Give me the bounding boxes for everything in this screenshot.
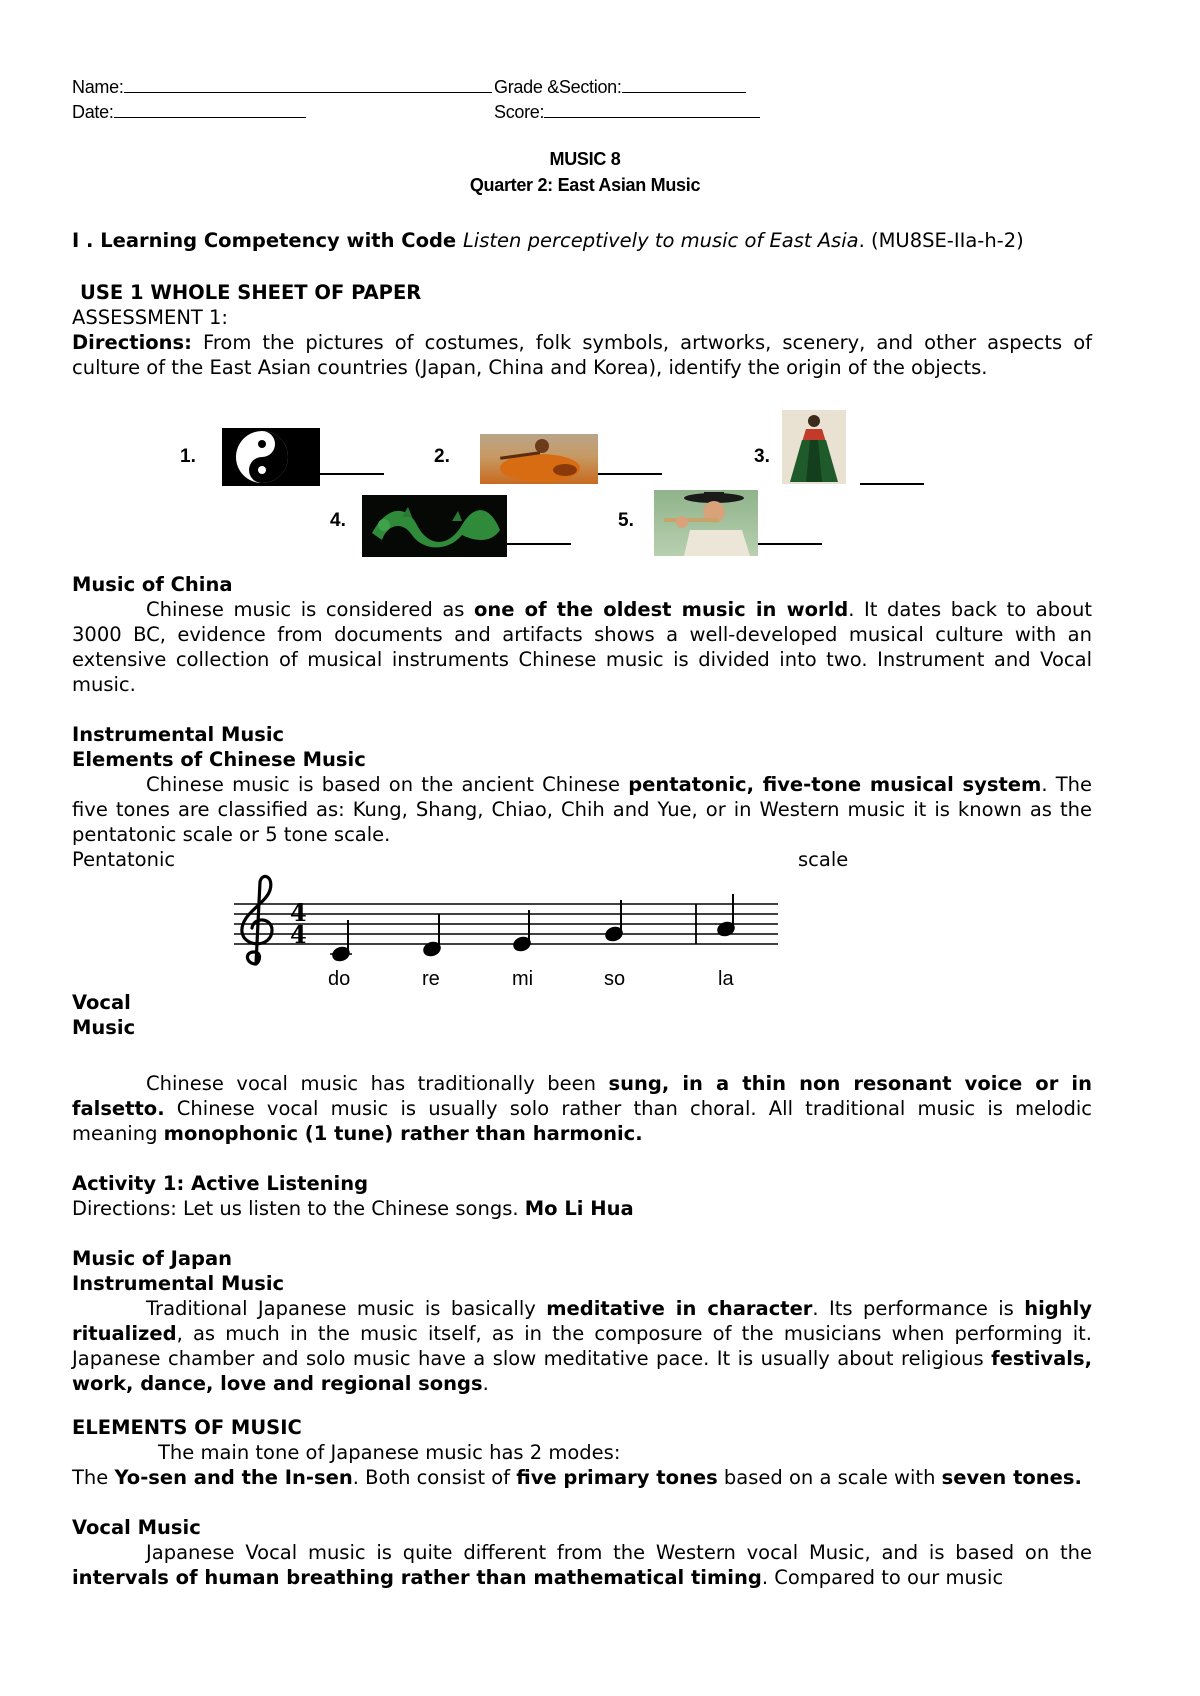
elements-chinese-heading: Elements of Chinese Music <box>72 748 366 771</box>
china-p3-bold: sung, in a thin non resonant voice or in falsetto. <box>72 1072 1092 1120</box>
grade-section-field[interactable] <box>494 74 746 98</box>
china-paragraph-1 <box>72 597 1092 697</box>
pentatonic-label: Pentatonic <box>72 848 176 871</box>
learning-competency <box>72 228 1092 253</box>
grade-section-label: Grade &Section: <box>494 77 622 97</box>
japan-p2-b: Yo-sen and the In-sen <box>114 1466 353 1489</box>
svg-text:4: 4 <box>290 920 307 949</box>
solfege-mi: mi <box>512 968 534 990</box>
china-p2-bold: pentatonic, five-tone musical system <box>628 773 1042 796</box>
item-number-1: 1. <box>180 446 196 467</box>
directions-text: From the pictures of costumes, folk symbols, artworks, scenery, and other aspects of culture of the East Asian countries (Japan, China and Korea), identify the origin of the objects. <box>72 331 1092 379</box>
japan-p1-a: Traditional Japanese music is basically <box>146 1297 547 1320</box>
china-p2-rest: . The five tones are classified as: Kung, Shang, Chiao, Chih and Yue, or in Western music it is known as the pentatonic scale or 5 tone scale. <box>72 773 1092 846</box>
china-p1-rest: . It dates back to about 3000 BC, evidence from documents and artifacts shows a well-developed musical culture with an extensive collection of musical instruments Chinese music is divided into two. Instrument and Vocal music. <box>72 598 1093 696</box>
date-blank[interactable] <box>114 99 306 118</box>
assessment-label: ASSESSMENT 1: <box>72 306 228 329</box>
china-p1-text: Chinese music is considered as <box>146 598 475 621</box>
activity-text: Directions: Let us listen to the Chinese songs. <box>72 1197 525 1220</box>
japan-p1-d: highly ritualized <box>72 1297 1092 1345</box>
japan-p1-c: . Its performance is <box>812 1297 1025 1320</box>
time-signature <box>290 898 307 949</box>
activity-directions <box>72 1196 634 1221</box>
flute-player-icon <box>654 490 758 556</box>
elements-of-music-heading: ELEMENTS OF MUSIC <box>72 1416 302 1439</box>
japan-instrumental-heading: Instrumental Music <box>72 1272 285 1295</box>
hanbok-woman-icon <box>782 410 846 484</box>
japan-p2-e: based on a scale with <box>717 1466 942 1489</box>
china-p3-text: Chinese vocal music has traditionally been <box>146 1072 609 1095</box>
solfege-do: do <box>328 968 351 990</box>
japan-p3-b: intervals of human breathing rather than mathematical timing <box>72 1566 762 1589</box>
competency-text: Listen perceptively to music of East Asia <box>462 229 859 252</box>
name-field[interactable] <box>72 74 492 98</box>
answer-blank-2[interactable] <box>598 473 662 475</box>
date-label: Date: <box>72 102 114 122</box>
japan-p1-b: meditative in character <box>546 1297 813 1320</box>
answer-blank-1[interactable] <box>320 473 384 475</box>
japan-p1-e: , as much in the music itself, as in the composure of the musicians when performing it. Japanese chamber and solo music have a slow meditative pace. It is usually about religious <box>72 1322 1092 1370</box>
china-paragraph-3 <box>72 1071 1092 1146</box>
pentatonic-staff <box>226 868 786 968</box>
japan-paragraph-2 <box>72 1465 1092 1490</box>
china-heading: Music of China <box>72 573 233 596</box>
answer-blank-4[interactable] <box>507 543 571 545</box>
treble-clef-icon <box>242 876 272 964</box>
assessment-directions <box>72 330 1092 380</box>
solfege-la: la <box>718 968 734 990</box>
yin-yang-icon <box>222 428 320 486</box>
answer-blank-3[interactable] <box>860 483 924 485</box>
china-p3-bold-2: monophonic (1 tune) rather than harmonic. <box>163 1122 643 1145</box>
directions-label: Directions: <box>72 331 192 354</box>
vocal-heading-line2: Music <box>72 1016 136 1039</box>
item-number-4: 4. <box>330 510 346 531</box>
musician-icon <box>480 434 598 484</box>
scale-label: scale <box>798 848 849 871</box>
score-blank[interactable] <box>544 99 760 118</box>
japan-paragraph-3 <box>72 1540 1092 1590</box>
paper-instruction: USE 1 WHOLE SHEET OF PAPER <box>80 281 422 304</box>
subject-title: MUSIC 8 <box>549 149 621 169</box>
japan-modes-intro: The main tone of Japanese music has 2 modes: <box>158 1441 621 1464</box>
item-number-5: 5. <box>618 510 634 531</box>
japan-p2-c: . Both consist of <box>352 1466 517 1489</box>
japan-heading: Music of Japan <box>72 1247 233 1270</box>
activity-heading: Activity 1: Active Listening <box>72 1172 369 1195</box>
japan-p3-a: Japanese Vocal music is quite different from the Western vocal Music, and is based on the <box>146 1541 1092 1564</box>
china-p2-text: Chinese music is based on the ancient Chinese <box>146 773 629 796</box>
japan-paragraph-1 <box>72 1296 1092 1396</box>
item-number-2: 2. <box>434 446 450 467</box>
competency-code: . (MU8SE-IIa-h-2) <box>858 229 1024 252</box>
japan-p1-f: festivals, work, dance, love and regional songs <box>72 1347 1092 1395</box>
vocal-heading-line1: Vocal <box>72 991 131 1014</box>
item-number-3: 3. <box>754 446 770 467</box>
score-label: Score: <box>494 102 545 122</box>
date-field[interactable] <box>72 99 306 123</box>
name-label: Name: <box>72 77 124 97</box>
japan-p2-f: seven tones. <box>941 1466 1082 1489</box>
competency-label: I . Learning Competency with Code <box>72 229 463 252</box>
japan-p2-a: The <box>72 1466 115 1489</box>
china-paragraph-2 <box>72 772 1092 847</box>
china-p1-bold: one of the oldest music in world <box>474 598 849 621</box>
solfege-so: so <box>604 968 626 990</box>
japan-p2-d: five primary tones <box>516 1466 718 1489</box>
grade-section-blank[interactable] <box>622 74 746 93</box>
svg-text:4: 4 <box>290 898 307 927</box>
instrumental-heading: Instrumental Music <box>72 723 285 746</box>
china-p3-rest: Chinese vocal music is usually solo rather than choral. All traditional music is melodic meaning <box>72 1097 1092 1145</box>
solfege-re: re <box>422 968 440 990</box>
japan-p3-c: . Compared to our music <box>761 1566 1004 1589</box>
name-blank[interactable] <box>124 74 492 93</box>
answer-blank-5[interactable] <box>758 543 822 545</box>
activity-song: Mo Li Hua <box>524 1197 634 1220</box>
quarter-title: Quarter 2: East Asian Music <box>469 175 701 195</box>
japan-p1-g: . <box>482 1372 489 1395</box>
japan-vocal-heading: Vocal Music <box>72 1516 201 1539</box>
jade-dragon-icon <box>362 495 507 557</box>
score-field[interactable] <box>494 99 760 123</box>
